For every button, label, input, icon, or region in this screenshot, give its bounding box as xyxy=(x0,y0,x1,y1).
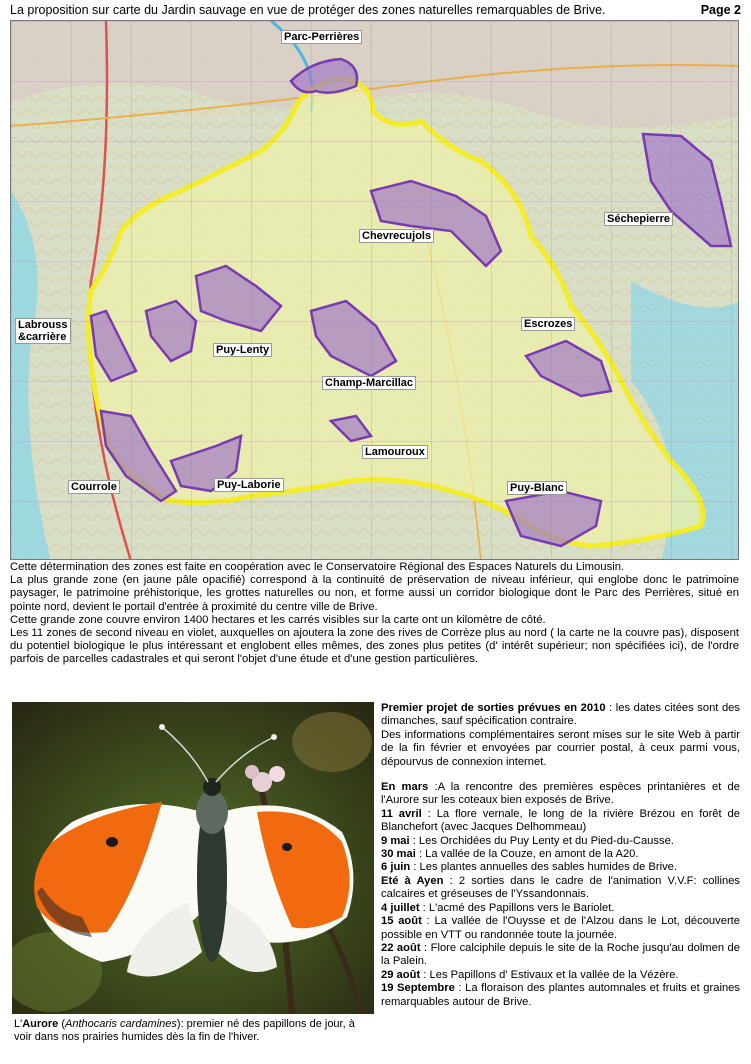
outing-text: : Les Orchidées du Puy Lenty et du Pied-du-Causse. xyxy=(409,834,674,847)
outing-text: : 2 sorties dans le cadre de l'animation V.V.F: collines calcaires et gréseuses de l'Yssandonnais. xyxy=(381,874,741,901)
outing-date: 4 juillet xyxy=(381,901,420,914)
outing-date: 19 Septembre xyxy=(381,982,455,995)
intro-paragraph: Les 11 zones de second niveau en violet, auxquelles on ajoutera la zone des rives de Corrèze plus au nord ( la carte ne la couvre pas), disposent du potentiel biologique le plus intéressant et englobent elles mêmes, des zones plus petites (d' intérêt supérieur; non spécifiées ici), de l'ordre parfois de parcelles cadastrales et qui seront l'objet d'une étude et d'une gestion particulières. xyxy=(10,627,739,666)
outing-text: : La flore vernale, le long de la rivière Brézou en forêt de Blanchefort (avec Jacques Delhommeau) xyxy=(381,807,740,834)
label-champ-marcillac: Champ-Marcillac xyxy=(322,376,416,390)
caption-rest: ): premier né des papillons de jour, à voir dans nos prairies humides dès la fin de l'hiver. xyxy=(14,1018,355,1043)
outing-text: : Flore calciphile depuis le site de la Roche jusqu'au dolmen de la Palein. xyxy=(381,941,740,968)
intro-paragraph: La plus grande zone (en jaune pâle opacifié) correspond à la continuité de préservation de niveau inférieur, qui englobe donc le patrimoine paysager, le patrimoine préhistorique, les grottes naturelles ou non, et forme aussi un corridor biologique dont le Parc des Perrières, situé en pointe nord, devient le portail d'entrée à proximité du centre ville de Brive. xyxy=(10,574,739,613)
outing-date: 29 août xyxy=(381,968,421,981)
outing-date: 22 août xyxy=(381,941,421,954)
label-lamouroux: Lamouroux xyxy=(362,445,428,459)
outing-date: En mars xyxy=(381,781,429,794)
program-intro xyxy=(381,702,740,729)
label-chevrecujols: Chevrecujols xyxy=(359,229,434,243)
outing-text: : Les Papillons d' Estivaux et la vallée de la Vézère. xyxy=(420,968,679,981)
outing-text: :A la rencontre des premières espèces printanières et de l'Aurore sur les coteaux bien exposés de Brive. xyxy=(381,781,740,807)
outing-item xyxy=(381,942,740,969)
label-puy-blanc: Puy-Blanc xyxy=(507,481,567,495)
label-sechepierre: Séchepierre xyxy=(604,212,673,226)
outing-date: 11 avril xyxy=(381,807,422,820)
outing-item xyxy=(381,875,740,902)
outing-item xyxy=(381,861,740,874)
zones-map xyxy=(10,20,739,560)
outing-date: 30 mai xyxy=(381,848,416,861)
label-courrole: Courrole xyxy=(68,480,120,494)
photo-caption xyxy=(14,1018,374,1044)
outing-text: : La floraison des plantes automnales et fruits et graines remarquables autour de Brive. xyxy=(381,982,740,1008)
label-labrousse xyxy=(15,318,71,344)
label-labrousse-line2: &carrière xyxy=(18,331,67,343)
page-header xyxy=(10,3,741,19)
outing-date: 6 juin xyxy=(381,861,411,874)
label-labrousse-line1: Labrouss xyxy=(18,319,68,331)
outing-item xyxy=(381,982,740,1009)
outing-item xyxy=(381,848,740,861)
page-number: Page 2 xyxy=(700,3,741,17)
intro-paragraph: Cette grande zone couvre environ 1400 hectares et les carrés visibles sur la carte ont un kilomètre de côté. xyxy=(10,613,546,626)
outing-date: 9 mai xyxy=(381,834,410,847)
label-parc-perrieres: Parc-Perrières xyxy=(281,30,362,44)
outing-text: : La vallée de la Couze, en amont de la A20. xyxy=(415,848,639,861)
outings-program xyxy=(381,702,740,1009)
label-escrozes: Escrozes xyxy=(521,317,575,331)
outing-item xyxy=(381,915,740,942)
outing-item xyxy=(381,902,740,915)
outing-date: Eté à Ayen xyxy=(381,874,444,887)
intro-text xyxy=(10,561,739,667)
caption-open: ( xyxy=(58,1018,66,1030)
km-grid xyxy=(11,21,739,560)
program-heading-rest: : les dates citées sont des dimanches, sauf spécification contraire. xyxy=(381,702,740,728)
program-info: Des informations complémentaires seront mises sur le site Web à partir de la fin février et envoyées par courrier postal, à ceux parmi vous, dépourvus de connexion internet. xyxy=(381,728,740,768)
outing-text: : L'acmé des Papillons vers le Bariolet. xyxy=(419,901,615,914)
map-graphic xyxy=(11,21,739,560)
outing-item xyxy=(381,781,740,808)
outing-text: : Les plantes annuelles des sables humides de Brive. xyxy=(410,861,678,874)
page-title: La proposition sur carte du Jardin sauvage en vue de protéger des zones naturelles remarquables de Brive. xyxy=(10,3,606,17)
outing-date: 15 août xyxy=(381,915,422,928)
aurore-butterfly-photo xyxy=(12,702,374,1014)
outing-item xyxy=(381,835,740,848)
program-heading: Premier projet de sorties prévues en 2010 xyxy=(381,702,606,714)
label-puy-laborie: Puy-Laborie xyxy=(214,478,284,492)
outing-item xyxy=(381,969,740,982)
caption-latin: Anthocaris cardamines xyxy=(65,1018,177,1030)
caption-name: Aurore xyxy=(22,1018,59,1030)
outing-item xyxy=(381,808,740,835)
label-puy-lenty: Puy-Lenty xyxy=(213,343,272,357)
outing-text: : La vallée de l'Ouysse et de l'Alzou dans le Lot, découverte possible en VTT ou randonnée toute la journée. xyxy=(381,915,741,941)
butterfly-illustration xyxy=(12,702,374,1014)
caption-prefix: L' xyxy=(14,1018,23,1030)
intro-paragraph: Cette détermination des zones est faite en coopération avec le Conservatoire Régional des Espaces Naturels du Limousin. xyxy=(10,561,625,573)
